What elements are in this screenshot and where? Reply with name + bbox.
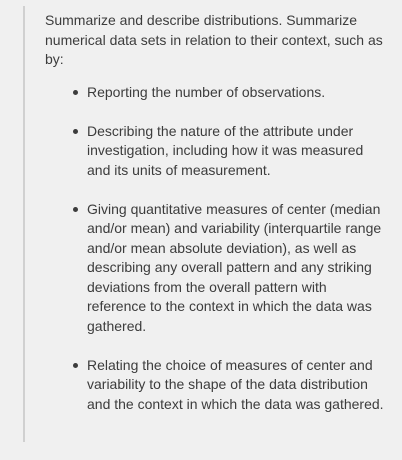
list-item	[45, 83, 385, 103]
list-item-text: Giving quantitative measures of center (median and/or mean) and variability (interquartile range and/or mean absolute deviation), as well as describing any overall pattern and any striking deviations from the overall pattern with reference to the context in which the data was gathered.	[87, 200, 382, 334]
bullet-icon	[73, 90, 78, 95]
bullet-icon	[73, 363, 78, 368]
list-item-text: Reporting the number of observations.	[87, 83, 326, 100]
bullet-list	[45, 83, 385, 415]
bullet-icon	[73, 129, 78, 134]
standard-content	[45, 11, 385, 434]
list-item-text: Describing the nature of the attribute under investigation, including how it was measured and its units of measurement.	[87, 122, 364, 178]
list-item	[45, 122, 385, 181]
intro-paragraph: Summarize and describe distributions. Summarize numerical data sets in relation to their context, such as by:	[45, 12, 383, 67]
list-item	[45, 200, 385, 337]
left-border-rule	[23, 6, 25, 442]
list-item	[45, 356, 385, 415]
bullet-icon	[73, 207, 78, 212]
list-item-text: Relating the choice of measures of center and variability to the shape of the data distribution and the context in which the data was gathered.	[87, 356, 384, 412]
